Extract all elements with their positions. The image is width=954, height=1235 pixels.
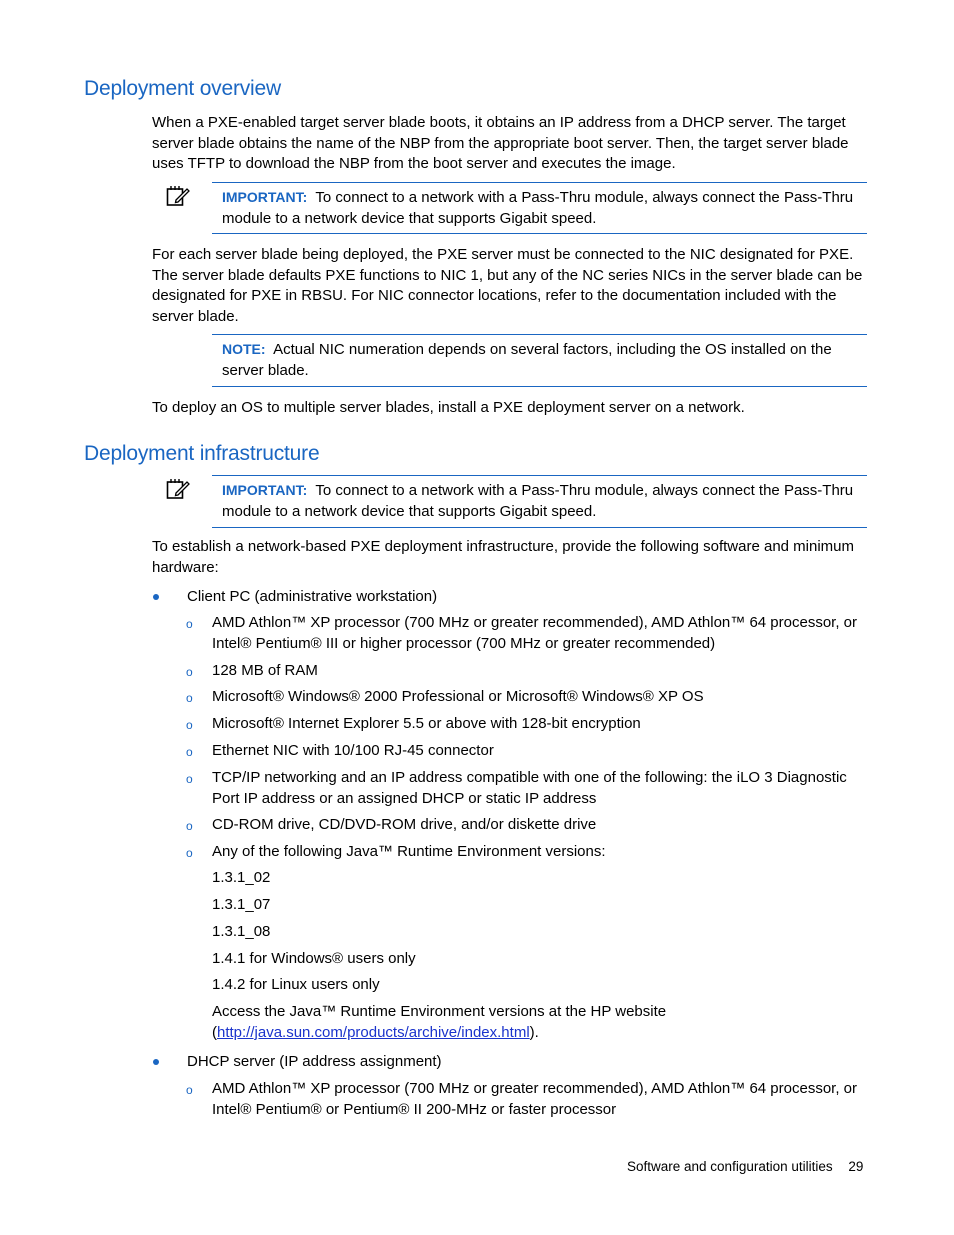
java-link-line [212,1023,539,1044]
sub-bullet-marker: o [186,718,193,732]
section-title-deployment-infrastructure: Deployment infrastructure [84,442,320,465]
bullet-dot [153,1059,159,1065]
list-item: Ethernet NIC with 10/100 RJ-45 connector [212,742,494,759]
list-item: Any of the following Java™ Runtime Environment versions: [212,843,606,860]
important-callout [212,182,867,234]
notepad-pencil-icon [166,185,190,212]
overview-intro: When a PXE-enabled target server blade boots, it obtains an IP address from a DHCP server. The target server blade obtains the name of the NBP from the appropriate boot server. Then, the target server blade uses TFTP to download the NBP from the boot server and executes the image. [152,114,849,173]
java-access-text: Access the Java™ Runtime Environment versions at the HP website [212,1003,667,1020]
overview-para2: For each server blade being deployed, the PXE server must be connected to the NIC designated for PXE. The server blade defaults PXE functions to NIC 1, but any of the NC series NICs in the server blade can be designated for PXE in RBSU. For NIC connector locations, refer to the documentation included with the server blade. [152,246,863,325]
list-item: Microsoft® Windows® 2000 Professional or Microsoft® Windows® XP OS [212,688,704,705]
sub-bullet-marker: o [186,819,193,833]
overview-para3: To deploy an OS to multiple server blades, install a PXE deployment server on a network. [152,399,745,416]
important-text-2: To connect to a network with a Pass-Thru module, always connect the Pass-Thru module to a network device that supports Gigabit speed. [222,482,854,520]
sub-bullet-marker: o [186,772,193,786]
sub-bullet-marker: o [186,665,193,679]
page-footer [627,1159,863,1174]
important-callout-body [222,187,862,229]
infrastructure-intro: To establish a network-based PXE deployment infrastructure, provide the following software and minimum hardware: [152,538,855,576]
java-version: 1.4.1 for Windows® users only [212,950,416,967]
java-version: 1.3.1_07 [212,896,271,913]
notepad-pencil-icon [166,478,190,505]
list-item: TCP/IP networking and an IP address compatible with one of the following: the iLO 3 Diagnostic Port IP address or an assigned DHCP or static IP address [212,769,847,807]
list-item-dhcp-server: DHCP server (IP address assignment) [187,1053,442,1070]
page-number: 29 [848,1159,864,1174]
java-version: 1.4.2 for Linux users only [212,976,380,993]
sub-bullet-marker: o [186,745,193,759]
java-version: 1.3.1_02 [212,869,271,886]
important-text: To connect to a network with a Pass-Thru module, always connect the Pass-Thru module to a network device that supports Gigabit speed. [222,189,854,227]
note-callout-body [222,339,852,381]
note-text: Actual NIC numeration depends on several factors, including the OS installed on the server blade. [222,341,832,379]
note-callout [212,334,867,387]
paren-close: ). [529,1024,539,1041]
footer-text: Software and configuration utilities [627,1159,833,1174]
bullet-dot [153,594,159,600]
paren-open: ( [212,1024,217,1041]
important-callout-body-2 [222,480,862,522]
section-title-deployment-overview: Deployment overview [84,77,281,100]
sub-bullet-marker: o [186,1083,193,1097]
sub-bullet-marker: o [186,846,193,860]
list-item: Microsoft® Internet Explorer 5.5 or above with 128-bit encryption [212,715,641,732]
list-item: AMD Athlon™ XP processor (700 MHz or greater recommended), AMD Athlon™ 64 processor, or Intel® Pentium® III or higher processor (700 MHz or greater recommended) [212,614,857,652]
important-callout-2 [212,475,867,528]
list-item: 128 MB of RAM [212,662,318,679]
note-label: NOTE: [222,341,266,357]
list-item: AMD Athlon™ XP processor (700 MHz or greater recommended), AMD Athlon™ 64 processor, or Intel® Pentium® or Pentium® II 200-MHz or faster processor [212,1080,857,1118]
java-archive-link[interactable]: http://java.sun.com/products/archive/index.html [217,1024,530,1041]
java-version: 1.3.1_08 [212,923,271,940]
sub-bullet-marker: o [186,691,193,705]
sub-bullet-marker: o [186,617,193,631]
important-label-2: IMPORTANT: [222,482,308,498]
list-item: CD-ROM drive, CD/DVD-ROM drive, and/or diskette drive [212,816,597,833]
list-item-client-pc: Client PC (administrative workstation) [187,588,438,605]
important-label: IMPORTANT: [222,189,308,205]
